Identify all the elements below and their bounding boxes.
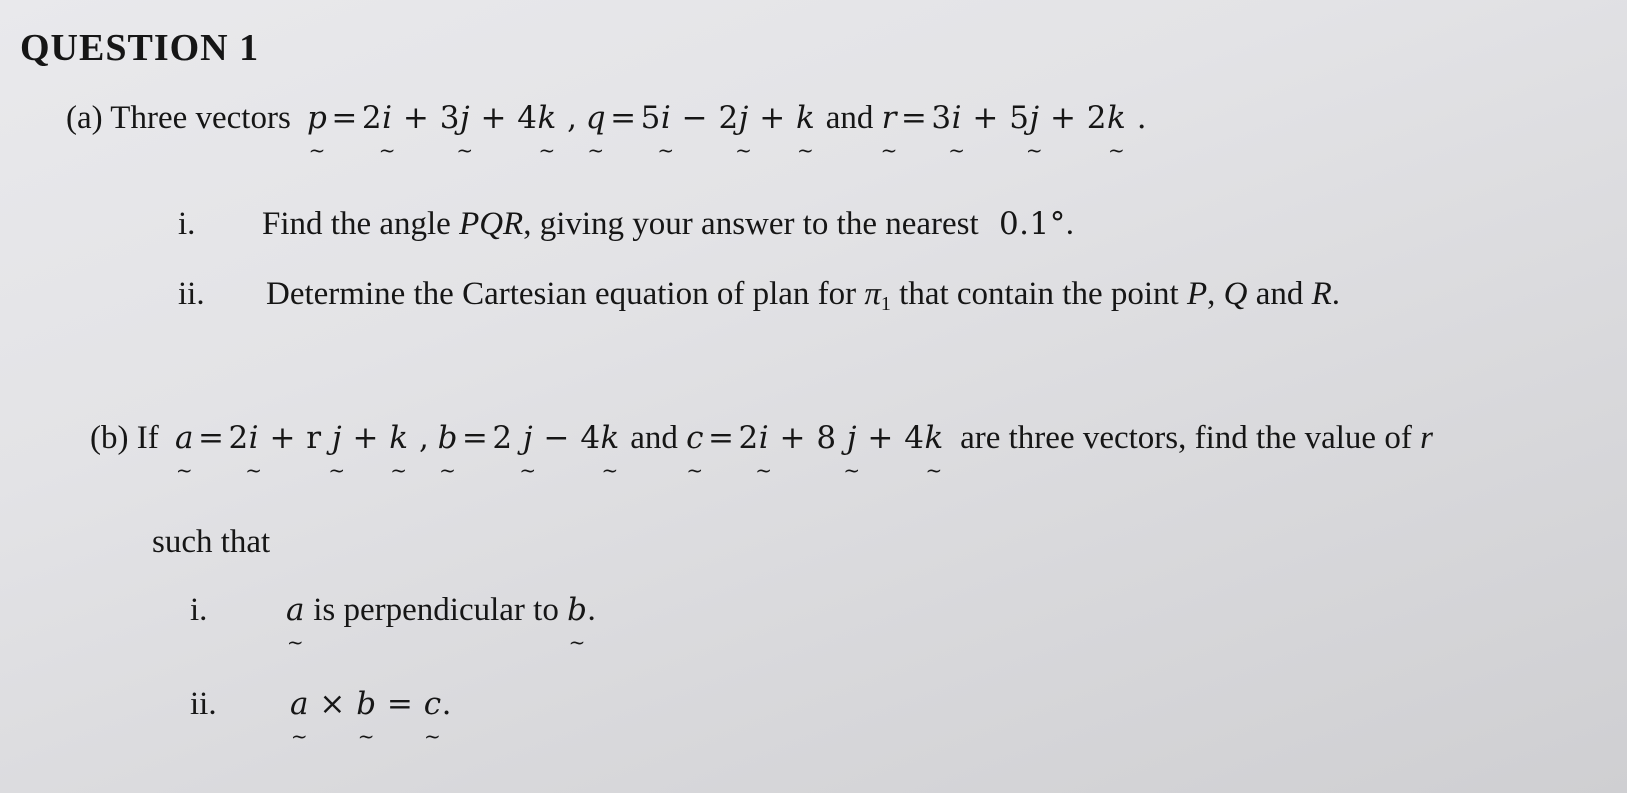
vector-c-result: c ~ [424, 686, 442, 722]
vector-b-ref: b ~ [567, 592, 587, 628]
part-a-i-text: Find the angle PQR, giving your answer to the nearest 0.1°. [262, 206, 1074, 242]
part-b-ii-number: ii. [190, 686, 217, 722]
part-b-statement: (b) If a ~ = 2i ~ + r j ~ + k ~ , b ~ = 2 j ~ − 4k ~ and c ~ = 2i ~ + 8 j ~ + 4k ~ are three vectors, find the value of r [90, 420, 1433, 457]
vector-p-equation: p ~ = 2i ~ + 3j ~ + 4k ~ [307, 100, 567, 136]
part-a-i-number: i. [178, 206, 196, 242]
vector-c-symbol: c ~ [686, 420, 704, 456]
question-title: QUESTION 1 [20, 27, 260, 69]
part-a-intro: Three vectors [110, 100, 291, 136]
part-b-question-text: are three vectors, find the value of [960, 420, 1412, 456]
vector-a-equation: a ~ = 2i ~ + r j ~ + k ~ [175, 420, 419, 456]
precision-value: 0.1° [998, 206, 1066, 242]
vector-p-symbol: p ~ [307, 100, 327, 136]
vector-b-cross: b ~ [356, 686, 376, 722]
plane-pi-symbol: $\pi_1$ [864, 276, 891, 315]
part-b-i-text: a ~ is perpendicular to b ~. [286, 592, 596, 629]
angle-pqr: PQR [459, 206, 524, 242]
part-b-i-number: i. [190, 592, 208, 628]
part-a-statement: (a) Three vectors p ~ = 2i ~ + 3j ~ + 4k ~ , q ~ = 5i ~ − 2j ~ + k ~ and r ~ = 3i ~ + 5j ~ + 2k ~ . [66, 100, 1147, 137]
part-a-ii-text: Determine the Cartesian equation of plan for $\pi_1$ that contain the point P, Q and R. [266, 276, 1341, 315]
vector-a-ref: a ~ [286, 592, 305, 628]
vector-b-equation: b ~ = 2 j ~ − 4k ~ [438, 420, 631, 456]
part-b-and: and [630, 420, 678, 456]
part-a-label: (a) [66, 100, 103, 136]
vector-b-symbol: b ~ [438, 420, 458, 456]
vector-q-equation: q ~ = 5i ~ − 2j ~ + k ~ [586, 100, 826, 136]
part-a-and: and [825, 100, 874, 136]
vector-a-cross: a ~ [290, 686, 309, 722]
cross-operator: × [319, 686, 346, 722]
vector-r-equation: r ~ = 3i ~ + 5j ~ + 2k ~ [882, 100, 1137, 136]
unknown-r: r [1420, 420, 1433, 456]
such-that-text: such that [152, 524, 271, 560]
vector-q-symbol: q ~ [586, 100, 606, 136]
part-a-ii-number: ii. [178, 276, 205, 312]
vector-r-symbol: r ~ [882, 100, 897, 136]
part-b-ii-equation: a ~ × b ~ = c ~. [290, 686, 452, 723]
part-b-label: (b) If [90, 420, 159, 456]
vector-c-equation: c ~ = 2i ~ + 8 j ~ + 4k ~ [686, 420, 954, 456]
vector-a-symbol: a ~ [175, 420, 194, 456]
